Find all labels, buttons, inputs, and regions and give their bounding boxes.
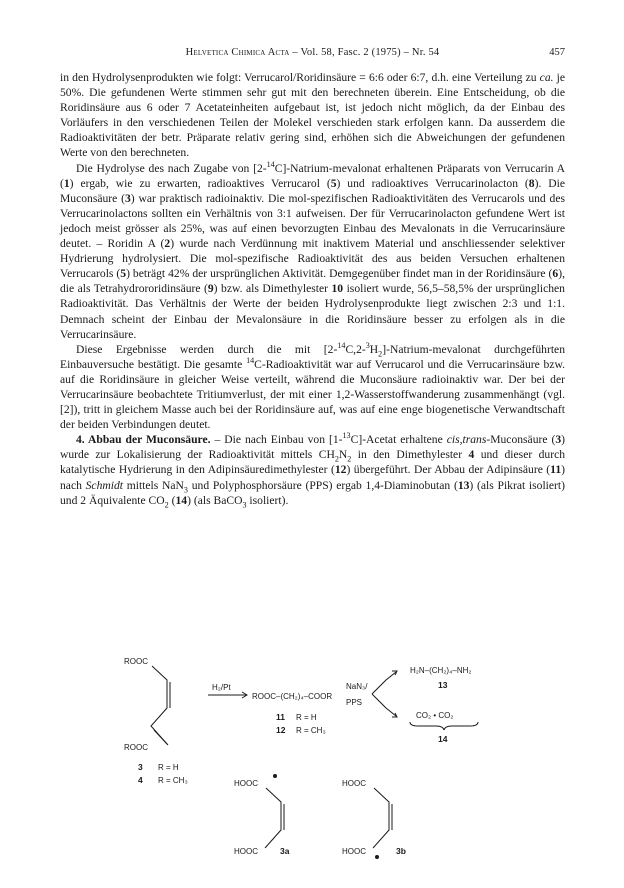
text-run: isoliert wurde, 56,5–58,5% der ursprünglichen Radioaktivität. Das Verhältnis der Werte der beiden Hydrolysenprodukte liegt zwischen 2:3 und 1:1. Demnach scheint der Einbau der Mevalonsäure in die Roridinsäure besser zu erfolgen als in die Verrucarinsäure. [60, 282, 565, 341]
hooc-3b-bottom: HOOC [342, 847, 366, 856]
text-run: H [369, 342, 379, 356]
hooc-3a-bottom: HOOC [234, 847, 258, 856]
text-run: ) wurde zur Lokalisierung der Radioaktivität mittels CH [60, 433, 566, 462]
running-head [60, 47, 565, 58]
text-run: Diese Ergebnisse werden durch die mit [2- [76, 342, 338, 356]
text-run: ) ergab, wie zu erwarten, radioaktives Verrucarol ( [69, 176, 331, 190]
superscript: 14 [337, 340, 346, 350]
compound-4-r: R = CH₃ [158, 776, 188, 785]
text-run: und dieser durch katalytische Hydrierung in den Adipinsäuredimethylester ( [60, 448, 566, 477]
scheme-svg [110, 652, 530, 862]
compound-3-label: 3 [138, 762, 143, 772]
hydrogenation-reagent: H₂/Pt [212, 683, 231, 692]
structure-3b-bonds [373, 788, 389, 848]
bold-run: 2 [164, 237, 171, 251]
compound-3a-label: 3a [280, 846, 290, 856]
bold-run: 1 [63, 176, 70, 190]
bold-run: 11 [550, 463, 562, 477]
label-dot-3a [273, 774, 277, 778]
subscript: 2 [347, 454, 352, 464]
text-run: N [338, 448, 348, 462]
text-run: ) bzw. als Dimethylester [213, 282, 332, 296]
text-run: -Muconsäure ( [486, 433, 556, 447]
text-run: je 50%. Die gefundenen Werte stimmen sehr gut mit den berechneten überein. Eine Entscheidung, ob die Roridinsäure aus 6 oder 7 Acetateinheiten aufgebaut ist, ist jedoch nicht möglich, da der Einbau des Vorläufers in den verschiedenen Teilen der Molekel verschieden stark erfolgen kann. Da ausserdem die Radioaktivitäten der betr. Präparate relativ gering sind, erhöhen sich die Abweichungen der gefundenen Werte von den berechneten. [60, 71, 566, 160]
text-run: mittels NaN [122, 478, 184, 492]
page-number: 457 [549, 47, 565, 58]
text-run: C,2- [345, 342, 366, 356]
compound-3-r: R = H [158, 763, 179, 772]
text-run: C-Radioaktivität war auf Verrucarol und die Verrucarinsäure bzw. auf die Roridinsäure in gleicher Weise verteilt, während die Muconsäure radioinaktiv war. Der bei der Verrucarinsäure beobachtete Tritiumverlust, der mit einer 1,2-Wasserstoffwanderung zusammenhängt (vgl. [2]), tritt in gleichem Masse auch bei der Roridinsäure auf, was auf eine enge biogenetische Verwandtschaft der beiden Verbindungen deutet. [60, 357, 565, 432]
superscript: 13 [342, 431, 351, 441]
bold-run: 5 [120, 267, 127, 281]
superscript: 14 [246, 355, 255, 365]
text-run: ), die als Tetrahydrororidinsäure ( [60, 267, 565, 296]
text-run: ) und radioaktives Verrucarinolacton ( [336, 176, 529, 190]
rooc-top-label: ROOC [124, 657, 148, 666]
text-run: ) übergeführt. Der Abbau der Adipinsäure ( [346, 463, 551, 477]
muconic-chain-bonds [151, 666, 167, 744]
text-run: in den Dimethylester [351, 448, 469, 462]
bold-run: 8 [528, 176, 535, 190]
subscript: 2 [164, 499, 169, 509]
compound-13-label: 13 [438, 680, 448, 690]
bold-run: 10 [331, 282, 344, 296]
subscript: 2 [334, 454, 339, 464]
subscript: 3 [183, 484, 188, 494]
text-run: ) (als Pikrat isoliert) und 2 Äquivalente CO [60, 478, 565, 507]
text-run: C]-Natrium-mevalonat erhaltenen Präparats von Verrucarin A ( [60, 161, 565, 190]
reaction-scheme [110, 652, 530, 862]
schmidt-reagent: NaN₃/ [346, 682, 368, 691]
bold-run: 12 [334, 463, 347, 477]
hooc-3a-top: HOOC [234, 779, 258, 788]
compound-11-r: R = H [296, 713, 317, 722]
text-run: in den Hydrolysenprodukten wie folgt: Verrucarol/Roridinsäure = 6:6 oder 6:7, d.h. eine Verteilung zu [60, 71, 540, 84]
compound-14-label: 14 [438, 734, 448, 744]
rooc-bottom-label: ROOC [124, 743, 148, 752]
compound-11-label: 11 [276, 712, 285, 722]
diaminobutane-formula: H₂N–(CH₂)₄–NH₂ [410, 666, 472, 675]
paragraph [60, 70, 565, 161]
volume-info: – Vol. 58, Fasc. 2 (1975) – Nr. 54 [289, 47, 440, 58]
hooc-3b-top: HOOC [342, 779, 366, 788]
text-run: Die Hydrolyse des nach Zugabe von [2- [76, 161, 267, 175]
schmidt-catalyst: PPS [346, 698, 363, 707]
bold-run: 13 [457, 478, 470, 492]
compound-12-r: R = CH₃ [296, 726, 326, 735]
schmidt-arrow-up [372, 672, 396, 694]
text-run: ]-Natrium-mevalonat durchgeführten Einbauversuche bestätigt. Die gesamte [60, 342, 565, 371]
bold-run: 14 [175, 493, 188, 507]
bold-run: 5 [330, 176, 337, 190]
body-text [60, 70, 565, 508]
text-run: ) beträgt 42% der ursprünglichen Aktivität. Demgegenüber findet man in der Roridinsäure ( [126, 267, 553, 281]
bold-run: 4 [468, 448, 475, 462]
italic-run: cis,trans [446, 433, 487, 447]
schmidt-arrow-down [372, 694, 396, 716]
text-run: ) wurde nach Verdünnung mit inaktivem Material und anschliessender selektiver Hydrierung hydrolysiert. Die mol-spezifische Radioaktivität des aus beiden Versuchen erhaltenen Verrucarols ( [60, 237, 565, 281]
compound-3b-label: 3b [396, 846, 406, 856]
adipic-ester-formula: ROOC–(CH₂)₄–COOR [252, 692, 333, 701]
label-dot-3b [375, 855, 379, 859]
compound-12-label: 12 [276, 725, 286, 735]
co2-pair: CO₂ • CO₂ [416, 711, 454, 720]
page-header [60, 47, 565, 65]
italic-run: Schmidt [85, 478, 123, 492]
bold-run: 6 [552, 267, 559, 281]
bold-run: 3 [125, 191, 131, 205]
structure-3a-bonds [265, 788, 281, 848]
bold-run: 9 [207, 282, 214, 296]
bold-run: 3 [555, 433, 562, 447]
co2-brace [410, 722, 478, 730]
text-run: C]-Acetat erhaltene [350, 433, 447, 447]
compound-4-label: 4 [138, 775, 143, 785]
subscript: 3 [242, 499, 247, 509]
text-run: und Polyphosphorsäure (PPS) ergab 1,4-Diaminobutan ( [187, 478, 458, 492]
superscript: 3 [365, 340, 370, 350]
text-run: ( [168, 493, 176, 507]
text-run: – Die nach Einbau von [1- [210, 433, 343, 447]
paragraph [60, 432, 565, 507]
text-run: ). Die Muconsäure ( [60, 176, 565, 205]
text-run: ) (als BaCO [187, 493, 243, 507]
paragraph [60, 161, 565, 342]
journal-name: Helvetica Chimica Acta [185, 47, 290, 58]
text-run: ) nach [60, 463, 566, 492]
bold-run: 4. Abbau der Muconsäure. [76, 433, 211, 447]
subscript: 2 [378, 349, 383, 358]
paragraph [60, 342, 565, 433]
superscript: 14 [266, 159, 275, 169]
text-run: isoliert). [246, 493, 289, 507]
text-run: ) war praktisch radioinaktiv. Die mol-spezifischen Radioaktivitäten des Verrucarols und des Verrucarinolactons sollten ein Verhältnis von 3:1 aufweisen. Der für Verrucarinolacton gefundene Wert ist jedoch meist grösser als 25%, was auf einen bevorzugten Einbau des Mevalonats in die Verrucarinsäure deutet. – Roridin A ( [60, 191, 565, 251]
italic-run: ca. [539, 71, 554, 84]
muconic-double-bond-2 [154, 730, 168, 745]
